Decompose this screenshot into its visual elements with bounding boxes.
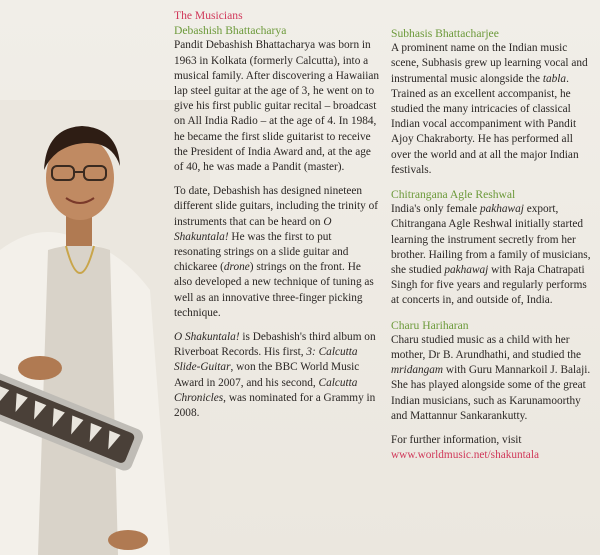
left-column [174, 8, 380, 421]
bio-subhasis: A prominent name on the Indian music scene, Subhasis grew up learning vocal and instrumental music alongside the tabla. Trained as an excellent accompanist, he studied the many intricacies of classical Indian vocal accompaniment with Pandit Ajoy Chakraborty. He has performed all over the world and at all the major Indian festivals. [391, 42, 588, 176]
right-column [391, 26, 591, 463]
further-info-text: For further information, visit [391, 434, 522, 447]
bio-debashish-paragraph-1: Pandit Debashish Bhattacharya was born in 1963 in Kolkata (formerly Calcutta), into a musical family. After discovering a Hawaiian lap steel guitar at the age of 3, he went on to give his first public guitar recital – broadcast on All India Radio – at the age of 4. In 1984, he became the first slide guitarist to receive the President of India Award and, at the age of 40, he was made a Pandit (master). [174, 39, 380, 174]
bio-debashish-paragraph-2: To date, Debashish has designed nineteen different slide guitars, including the trinity of instruments that can be heard on O Shakuntala! He was the first to put resonating strings on a slide guitar and chickaree (drone) strings on the front. He also developed a new technique of tuning as well as an innovative three-finger picking technique. [174, 185, 379, 319]
album-title: O Shakuntala! [174, 215, 332, 243]
bio-chitrangana: India's only female pakhawaj export, Chitrangana Agle Reshwal initially started learning the instrument secretly from her brother. Hailing from a family of musicians, she studied pakhawaj with Raja Chatrapati Singh for five years and regularly performs at concerts in, and outside of, India. [391, 203, 591, 307]
musician-name-charu: Charu Hariharan [391, 318, 469, 332]
musician-name-chitrangana: Chitrangana Agle Reshwal [391, 188, 516, 202]
musician-name-subhasis: Subhasis Bhattacharjee [391, 27, 499, 40]
section-title: The Musicians [174, 9, 243, 22]
album-title: O Shakuntala! [174, 331, 240, 344]
bio-charu: Charu studied music as a child with her mother, Dr B. Arundhathi, and studied the mridangam with Guru Mannarkoil J. Balaji. She has played alongside some of the great Indian musicians, such as Karunamoorthy and Mattannur Sankarankutty. [391, 333, 591, 422]
musician-name-debashish: Debashish Bhattacharya [174, 24, 287, 38]
website-link[interactable]: www.worldmusic.net/shakuntala [391, 449, 539, 462]
bio-debashish-paragraph-3: O Shakuntala! is Debashish's third album on Riverboat Records. His first, 3: Calcutta Slide-Guitar, won the BBC World Music Award in 2007, and his second, Calcutta Chronicles, was nominated for a Grammy in 2008. [174, 331, 376, 420]
